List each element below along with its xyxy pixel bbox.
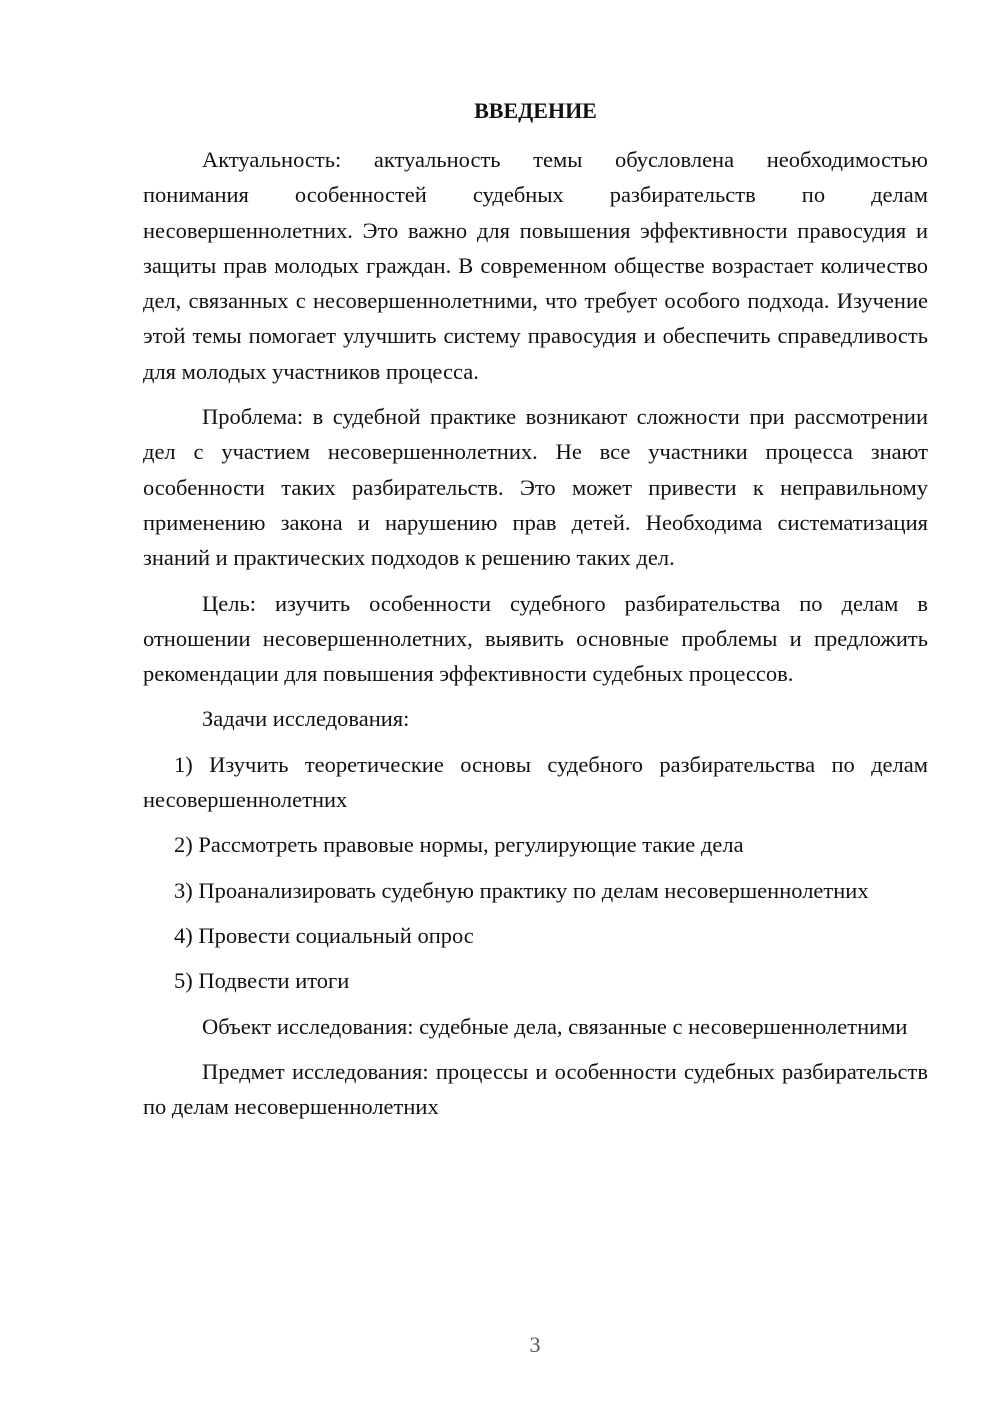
- problem-paragraph: Проблема: в судебной практике возникают сложности при рассмотрении дел с участием несовершеннолетних. Не все участники процесса знают особенности таких разбирательств. Это может привести к неправильному применению закона и нарушению прав детей. Необходима систематизация знаний и практических подходов к решению таких дел.: [143, 404, 928, 571]
- task-item-1: 1) Изучить теоретические основы судебного разбирательства по делам несовершеннолетних: [143, 751, 928, 813]
- task-item-4: 4) Провести социальный опрос: [174, 922, 474, 948]
- document-page: [143, 94, 928, 1134]
- object-paragraph: Объект исследования: судебные дела, связанные с несовершеннолетними: [202, 1013, 908, 1039]
- task-item-2: 2) Рассмотреть правовые нормы, регулирующие такие дела: [174, 832, 744, 858]
- relevance-paragraph: Актуальность: актуальность темы обусловлена необходимостью понимания особенностей судебных разбирательств по делам несовершеннолетних. Это важно для повышения эффективности правосудия и защиты прав молодых граждан. В современном обществе возрастает количество дел, связанных с несовершеннолетними, что требует особого подхода. Изучение этой темы помогает улучшить систему правосудия и обеспечить справедливость для молодых участников процесса.: [143, 147, 928, 384]
- goal-paragraph: Цель: изучить особенности судебного разбирательства по делам в отношении несовершеннолетних, выявить основные проблемы и предложить рекомендации для повышения эффективности судебных процессов.: [143, 590, 928, 687]
- tasks-heading: Задачи исследования:: [202, 706, 410, 732]
- task-item-5: 5) Подвести итоги: [174, 968, 350, 994]
- page-number: 3: [529, 1332, 541, 1357]
- task-item-3: 3) Проанализировать судебную практику по делам несовершеннолетних: [174, 877, 869, 903]
- subject-paragraph: Предмет исследования: процессы и особенности судебных разбирательств по делам несовершеннолетних: [143, 1058, 928, 1120]
- page-title: ВВЕДЕНИЕ: [474, 98, 597, 123]
